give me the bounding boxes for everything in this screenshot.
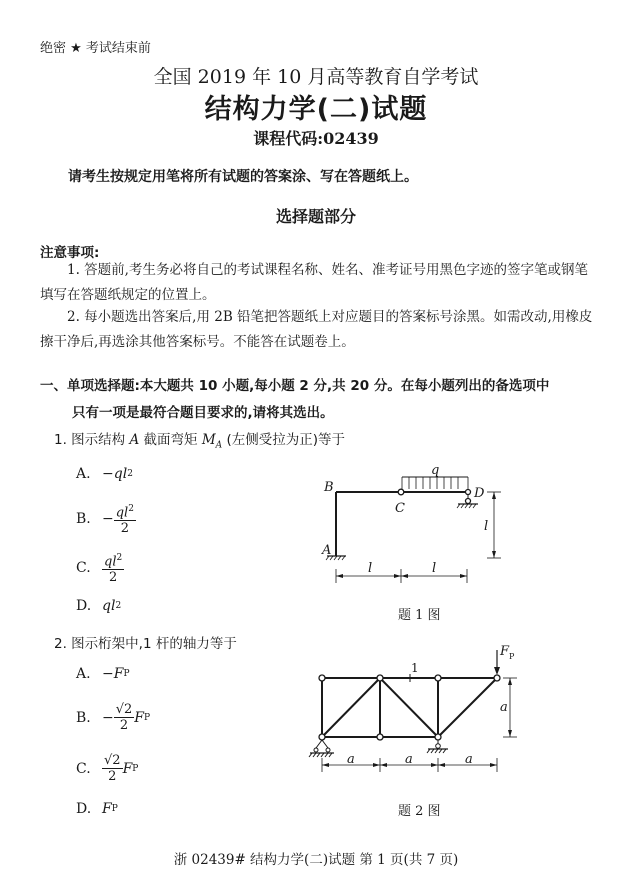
- question-2-option-c[interactable]: C. $\frac{√2}{2}$ F P: [76, 753, 139, 784]
- question-1-option-b[interactable]: B. − $\frac{ql^2}{2}$: [76, 504, 134, 537]
- subject-title: 结构力学(二)试题: [204, 94, 428, 125]
- confidential-label: 绝密 ★ 考试结束前: [40, 41, 151, 56]
- note-item: 2. 每小题选出答案后,用 2B 铅笔把答题纸上对应题目的答案标号涂黑。如需改动,用橡皮擦干净后,再选涂其他答案标号。不能答在试题卷上。: [40, 309, 593, 350]
- label-c: C: [395, 501, 405, 516]
- diagonal-member: [438, 678, 497, 737]
- label-q: q: [431, 463, 440, 478]
- hinge-d: [466, 490, 471, 495]
- figure-1-caption: 题 1 图: [398, 608, 441, 623]
- fraction: $\frac{√2}{2}$: [104, 753, 121, 784]
- dimension-vertical: [487, 492, 501, 558]
- label-load-sub: P: [509, 652, 515, 661]
- label-load: F: [500, 644, 510, 659]
- label-dim-h2: a: [405, 752, 413, 767]
- course-code: 课程代码:02439: [253, 129, 379, 148]
- figure-1-frame-diagram: [310, 455, 530, 625]
- figure-2-truss-diagram: [300, 640, 540, 825]
- hinge-c: [398, 489, 404, 495]
- question-1-option-a[interactable]: A. − ql 2: [76, 466, 133, 482]
- label-b: B: [324, 480, 334, 495]
- diagonal-member: [322, 678, 380, 737]
- label-d: D: [474, 486, 485, 501]
- label-dim-h1: l: [368, 561, 373, 576]
- fraction: $\frac{ql^2}{2}$: [104, 553, 123, 586]
- section-title: 选择题部分: [275, 207, 356, 226]
- fraction: $\frac{ql^2}{2}$: [115, 504, 134, 537]
- load-arrows: [402, 477, 468, 489]
- diagonal-member: [380, 678, 438, 737]
- notes-label: 注意事项:: [40, 245, 100, 261]
- question-1-option-c[interactable]: C. $\frac{ql^2}{2}$: [76, 553, 123, 586]
- label-member-1: 1: [411, 661, 419, 675]
- support-right: [427, 740, 448, 753]
- question-2-stem: 2. 图示桁架中,1 杆的轴力等于: [54, 636, 237, 652]
- question-2-option-d[interactable]: D. F P: [76, 801, 118, 817]
- fraction: $\frac{√2}{2}$: [115, 702, 133, 733]
- label-dim-v: l: [484, 519, 489, 534]
- label-dim-h2: l: [432, 561, 437, 576]
- label-a: A: [322, 543, 332, 558]
- question-2-option-a[interactable]: A. − F P: [76, 666, 130, 682]
- question-1-option-d[interactable]: D. ql 2: [76, 598, 122, 614]
- page-footer: 浙 02439# 结构力学(二)试题 第 1 页(共 7 页): [173, 852, 459, 868]
- answer-instruction: 请考生按规定用笔将所有试题的答案涂、写在答题纸上。: [68, 169, 418, 185]
- support-left: [309, 740, 334, 757]
- label-dim-h3: a: [465, 752, 473, 767]
- exam-title: 全国 2019 年 10 月高等教育自学考试: [153, 66, 479, 88]
- label-dim-h1: a: [347, 752, 355, 767]
- label-dim-v: a: [500, 700, 508, 715]
- question-2-option-b[interactable]: B. − $\frac{√2}{2}$ F P: [76, 702, 151, 733]
- figure-2-caption: 题 2 图: [398, 804, 441, 819]
- part-heading-cont: 只有一项是最符合题目要求的,请将其选出。: [72, 405, 334, 421]
- note-item: 1. 答题前,考生务必将自己的考试课程名称、姓名、准考证号用黑色字迹的签字笔或钢笔填写在答题纸规定的位置上。: [40, 262, 588, 303]
- question-1-stem: 1. 图示结构 A 截面弯矩 $M_A$ (左侧受拉为正)等于: [54, 432, 345, 451]
- part-heading: 一、单项选择题:本大题共 10 小题,每小题 2 分,共 20 分。在每小题列出的备选项中: [40, 378, 550, 394]
